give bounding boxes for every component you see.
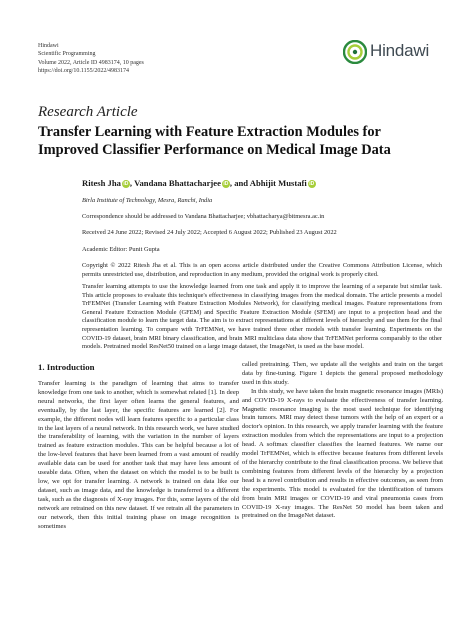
orcid-icon[interactable]: iD bbox=[123, 181, 129, 187]
author-list bbox=[82, 178, 316, 188]
orcid-icon[interactable]: iD bbox=[309, 181, 315, 187]
author-name[interactable]: Abhijit Mustafi bbox=[249, 178, 307, 188]
author-name[interactable]: Vandana Bhattacharjee bbox=[134, 178, 221, 188]
author-separator: , bbox=[129, 178, 135, 188]
journal-publisher: Hindawi bbox=[38, 43, 59, 49]
journal-header bbox=[38, 42, 144, 76]
orcid-icon[interactable]: iD bbox=[223, 181, 229, 187]
journal-volume: Volume 2022, Article ID 4983174, 10 pages bbox=[38, 59, 144, 66]
paper-title: Transfer Learning with Feature Extraction Modules for Improved Classifier Performance on Medical Image Data bbox=[38, 124, 391, 158]
author-name[interactable]: Ritesh Jha bbox=[82, 178, 121, 188]
journal-title: Scientific Programming bbox=[38, 51, 96, 58]
body-paragraph: Transfer learning is the paradigm of learning that aims to transfer knowledge from one task to another, which is somewhat related [1]. In deep neural networks, the first layer often learns the general features, and eventually, by the last layer, the specific features are learned [2]. For example, the different nodes will learn features specific to a particular class in the last layers of a neural network. In this research work, we have studied the transferability of learning, with the variation in the number of layers trained as feature extraction modules. This can be helpful because a lot of the low-level features that have been learned from a vast amount of readily available data can be used for another task that may have less amount of useable data. Often, when the dataset on which the model is to be built is low, we opt for transfer learning. A network is trained on data like our dataset, such as image data, and the knowledge is transferred to a different task, such as the diagnosis of X-ray images. For this, some layers of the old network are retrained on this new dataset. If we retrain all the parameters in our network, then this initial training phase on image recognition is sometimes bbox=[38, 380, 239, 530]
correspondence: Correspondence should be addressed to Vandana Bhattacharjee; vbhattacharya@bitmesra.ac.in bbox=[82, 213, 325, 220]
abstract: Transfer learning attempts to use the knowledge learned from one task and apply it to improve the learning of a separate but similar task. This article proposes to evaluate this technique's effectiveness in classifying images from the medical domain. The article presents a model TrFEMNet (Transfer Learning with Feature Extraction Modules Network), for classifying medical images. Feature representations from General Feature Extraction Module (GFEM) and Specific Feature Extraction Module (SFEM) are input to a projection head and the classification module to learn the target data. The aim is to extract representations at different levels of hierarchy and use them for the final representation learning. To compare with TrFEMNet, we have trained three other models with transfer learning. Experiments on the COVID-19 dataset, brain MRI binary classification, and brain MRI multiclass data show that TrFEMNet performs comparably to the other models. Pretrained model ResNet50 trained on a large image dataset, the ImageNet, is used as the base model. bbox=[82, 283, 442, 351]
body-paragraph: called pretraining. Then, we update all the weights and train on the target data by fine-tuning. Figure 1 depicts the general proposed methodology used in this study. bbox=[242, 361, 443, 386]
author-separator: , and bbox=[229, 178, 250, 188]
article-type: Research Article bbox=[38, 104, 138, 120]
affiliation: Birla Institute of Technology, Mesra, Ranchi, India bbox=[82, 197, 213, 204]
hindawi-logo-icon bbox=[343, 40, 367, 64]
academic-editor: Academic Editor: Punit Gupta bbox=[82, 246, 160, 253]
publication-dates: Received 24 June 2022; Revised 24 July 2022; Accepted 6 August 2022; Published 23 August 2022 bbox=[82, 229, 337, 236]
logo-wordmark: Hindawi bbox=[370, 41, 430, 60]
copyright-notice: Copyright © 2022 Ritesh Jha et al. This is an open access article distributed under the Creative Commons Attribution License, which permits unrestricted use, distribution, and reproduction in any medium, provided the original work is properly cited. bbox=[82, 262, 442, 278]
publisher-logo[interactable] bbox=[343, 40, 439, 64]
section-heading: 1. Introduction bbox=[38, 362, 95, 372]
body-paragraph: In this study, we have taken the brain magnetic resonance images (MRIs) and COVID-19 X-rays to evaluate the effectiveness of transfer learning. Magnetic resonance imaging is the most used technique for identifying brain tumors. MRI may detect these tumors with the help of an expert or a doctor's opinion. In this research, we apply transfer learning with the feature extraction modules from which the representations are input to a projection head. A softmax classifier classifies the learned features. We name our model TrFEMNet, which is effective because features from different levels of the hierarchy contribute to the final classification process. We believe that combining features from different levels of the hierarchy by a projection head is a novel contribution and results in effective outcomes, as seen from the experiments. This model is evaluated for the identification of tumors from brain MRI images or COVID-19 and viral pneumonia cases from COVID-19 X-ray images. The ResNet 50 model has been taken and pretrained on the ImageNet dataset. bbox=[242, 387, 443, 520]
journal-doi-link[interactable]: https://doi.org/10.1155/2022/4983174 bbox=[38, 68, 130, 75]
body-column-left bbox=[38, 380, 239, 531]
body-column-right bbox=[242, 361, 443, 521]
